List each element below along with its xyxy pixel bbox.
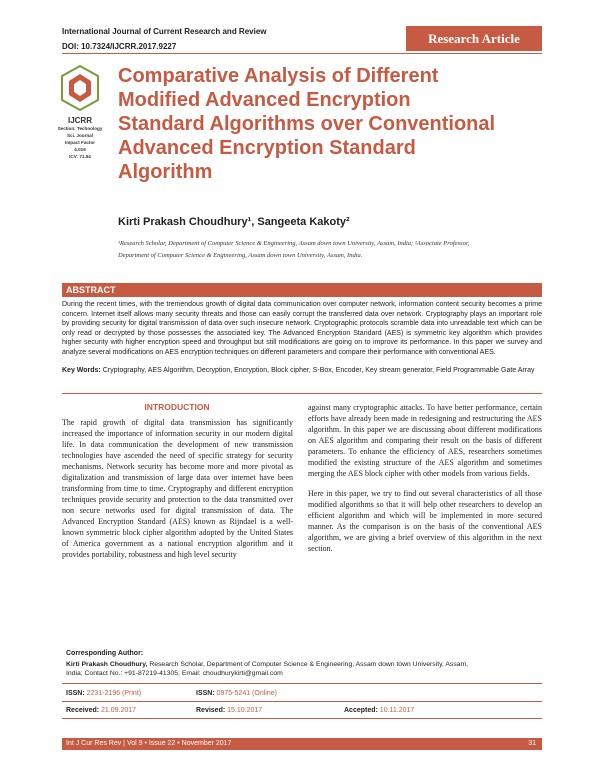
- date-label: Received:: [66, 707, 100, 714]
- logo-line: Impact Factor: [64, 140, 96, 145]
- issn-label: ISSN:: [196, 690, 215, 697]
- issn-value: 0975-5241 (Online): [216, 690, 277, 697]
- title-line: Algorithm: [118, 161, 213, 183]
- corresponding-author-heading: Corresponding Author:: [66, 650, 144, 657]
- paper-title: [118, 64, 548, 184]
- paragraph: against many cryptographic attacks. To have better performance, certain efforts have already been made in redesigning and restructuring the AES algorithm. In this paper we are discussing about different modifications on AES algorithm and comparing their result on the basis of different parameters. To enhance the efficiency of AES, researchers sometimes modified the existing structure of the AES algorithm and sometimes merging the AES block cipher with other models from various fields.: [308, 403, 542, 478]
- keywords-list: Cryptography, AES Algorithm, Decryption, Encryption, Block cipher, S-Box, Encoder, Key stream generator, Field Programmable Gate Array: [102, 367, 535, 374]
- corresponding-author-details: [66, 660, 538, 678]
- affiliations: [118, 238, 548, 262]
- abstract-heading: ABSTRACT: [62, 283, 542, 297]
- title-line: Advanced Encryption Standard: [118, 137, 416, 159]
- affiliation-line: ¹Research Scholar, Department of Computer Science & Engineering, Assam down town University, Assam, India; ²Associate Professor,: [118, 240, 470, 247]
- title-line: Standard Algorithms over Conventional: [118, 113, 496, 135]
- introduction-column-2: [308, 402, 542, 554]
- info-rule: [62, 683, 542, 684]
- received-date: [66, 707, 136, 714]
- keywords: [62, 366, 542, 376]
- logo-line: 4.016: [74, 147, 86, 152]
- logo-line: ICV: 71.54: [69, 154, 91, 159]
- abstract-rule: [62, 393, 542, 394]
- date-value: 15.10.2017: [227, 707, 263, 714]
- affiliation-line: Department of Computer Science & Engineering, Assam down town University, Assam, India.: [118, 252, 363, 259]
- journal-logo-icon: [58, 64, 102, 114]
- revised-date: [196, 707, 262, 714]
- logo-line: Sci. Journal: [66, 133, 94, 138]
- date-value: 21.09.2017: [101, 707, 137, 714]
- issn-online: [196, 690, 277, 697]
- info-rule: [62, 701, 542, 702]
- footer-citation: Int J Cur Res Rev | Vol 9 • Issue 22 • November 2017: [66, 740, 232, 747]
- header-rule: [62, 53, 542, 54]
- introduction-heading: INTRODUCTION: [144, 402, 210, 412]
- info-rule: [62, 718, 542, 719]
- keywords-label: Key Words:: [62, 367, 101, 374]
- date-label: Accepted:: [344, 707, 378, 714]
- logo-line: Section: Technology: [57, 126, 103, 131]
- abstract-text: During the recent times, with the tremendous growth of digital data communication over computer network, information content security becomes a prime concern. Internet itself allows many security threats and those can easily corrupt the transferred data over network. Cryptography plays an important role by providing security for digital transmission of data over such insecure network. Cryptographic protocols scramble data into unreadable text which can be only read or decrypted by those possesses the associated key. The Advanced Encryption Standard (AES) is symmetric key algorithm which provides higher security with higher encryption speed and throughput but still modifications are going on to improve its performance. In this paper we survey and analyze several modifications on AES encryption techniques on different parameters and compare their performance with conventional AES.: [62, 301, 542, 356]
- corresponding-author-name: Kirti Prakash Choudhury,: [66, 661, 148, 668]
- issn-print: [66, 690, 141, 697]
- journal-name: International Journal of Current Research and Review: [62, 27, 267, 36]
- corresponding-author-line: Research Scholar, Department of Computer Science & Engineering, Assam down town University, Assam,: [147, 661, 469, 668]
- journal-logo-text: [48, 116, 112, 160]
- title-line: Modified Advanced Encryption: [118, 89, 411, 111]
- introduction-column-1: The rapid growth of digital data transmission has significantly increased the importance of information security in our modern digital life. In data communication the development of new transmission technologies have ascended the need of specific strategy for security mechanisms. Network security has become more and more pivotal as digitalization and transmission of large data over internet have been transforming from time to time. Cryptography and different encryption techniques provide security and protection to the data transmitted over non secure networks used for digital transmission of data. The Advanced Encryption Standard (AES) known as Rijndael is a well-known symmetric block cipher algorithm adopted by the United States of America government as a national encryption algorithm and it provides portability, robustness and high level security: [62, 418, 293, 559]
- date-label: Revised:: [196, 707, 226, 714]
- issn-value: 2231-2196 (Print): [86, 690, 142, 697]
- accepted-date: [344, 707, 414, 714]
- date-value: 10.11.2017: [379, 707, 415, 714]
- doi: DOI: 10.7324/IJCRR.2017.9227: [62, 42, 177, 51]
- issn-label: ISSN:: [66, 690, 85, 697]
- page-number: 31: [528, 740, 536, 747]
- article-type-badge: Research Article: [406, 26, 542, 51]
- authors: Kirti Prakash Choudhury¹, Sangeeta Kakoty²: [118, 216, 350, 228]
- title-line: Comparative Analysis of Different: [118, 65, 439, 87]
- corresponding-author-line: India; Contact No.: +91-87219-41305; Email: choudhurykirti@gmail.com: [66, 670, 283, 677]
- logo-name: IJCRR: [67, 116, 92, 125]
- page-footer: [62, 738, 542, 750]
- paragraph: Here in this paper, we try to find out several characteristics of all those modified algorithms so that it will help other researchers to develop an efficient algorithm and which will be implemented in more secured manner. As the comparison is on the basis of the conventional AES algorithm, we are giving a brief overview of this algorithm in the next section.: [308, 489, 542, 553]
